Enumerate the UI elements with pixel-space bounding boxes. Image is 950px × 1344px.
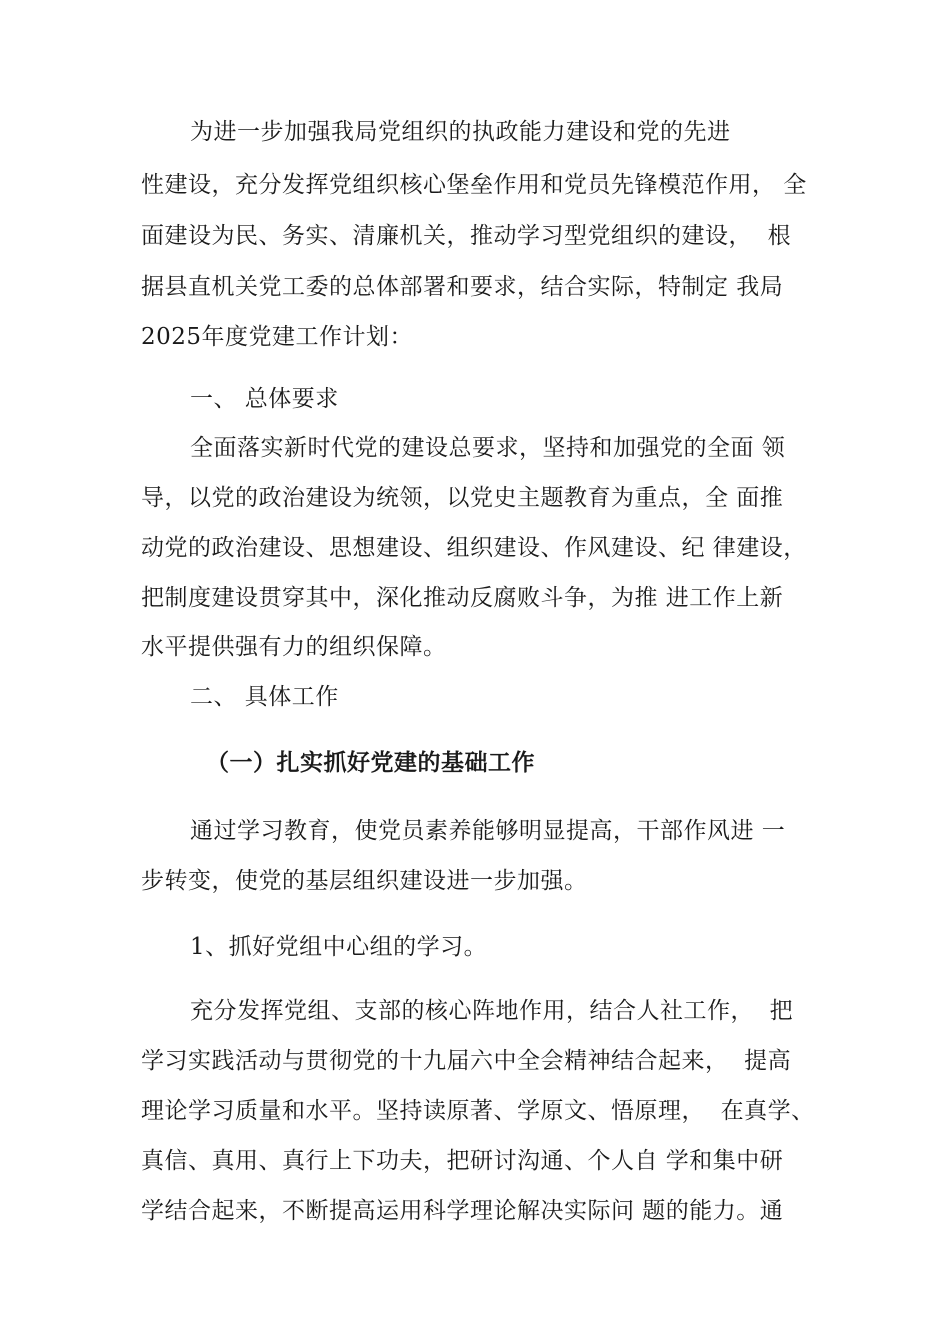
intro-line-2: 性建设，充分发挥党组织核心堡垒作用和党员先锋模范作用， 全 [141,172,807,198]
item1-line-5: 学结合起来，不断提高运用科学理论解决实际问 题的能力。通 [141,1198,784,1224]
intro-line-3: 面建设为民、务实、清廉机关，推动学习型党组织的建设， 根 [141,223,792,249]
section-heading-specific-work: 二、 具体工作 [190,684,339,710]
section1-line-2: 导，以党的政治建设为统领，以党史主题教育为重点，全 面推 [141,485,784,511]
item1-line-2: 学习实践活动与贯彻党的十九届六中全会精神结合起来， 提高 [141,1048,792,1074]
intro-line-4: 据县直机关党工委的总体部署和要求，结合实际，特制定 我局 [141,274,784,300]
item1-line-1: 充分发挥党组、支部的核心阵地作用，结合人社工作， 把 [190,998,794,1024]
item1-line-3: 理论学习质量和水平。坚持读原著、学原文、悟原理， 在真学、 [141,1098,815,1124]
section1-line-3: 动党的政治建设、思想建设、组织建设、作风建设、纪 律建设， [141,535,807,561]
subsection-heading-party-foundation: （一）扎实抓好党建的基础工作 [206,749,535,776]
item1-line-4: 真信、真用、真行上下功夫，把研讨沟通、个人自 学和集中研 [141,1148,784,1174]
item-heading-central-group-study: 1、抓好党组中心组的学习。 [190,934,488,960]
intro-line-5: 2025年度党建工作计划： [141,324,414,350]
section1-line-5: 水平提供强有力的组织保障。 [141,634,447,660]
intro-line-1: 为进一步加强我局党组织的执政能力建设和党的先进 [190,119,731,145]
section1-line-1: 全面落实新时代党的建设总要求，坚持和加强党的全面 领 [190,435,786,461]
section-heading-general-requirements: 一、 总体要求 [190,386,339,412]
section1-line-4: 把制度建设贯穿其中，深化推动反腐败斗争，为推 进工作上新 [141,585,784,611]
subsection1-line-2: 步转变，使党的基层组织建设进一步加强。 [141,868,588,894]
subsection1-line-1: 通过学习教育，使党员素养能够明显提高，干部作风进 一 [190,818,786,844]
